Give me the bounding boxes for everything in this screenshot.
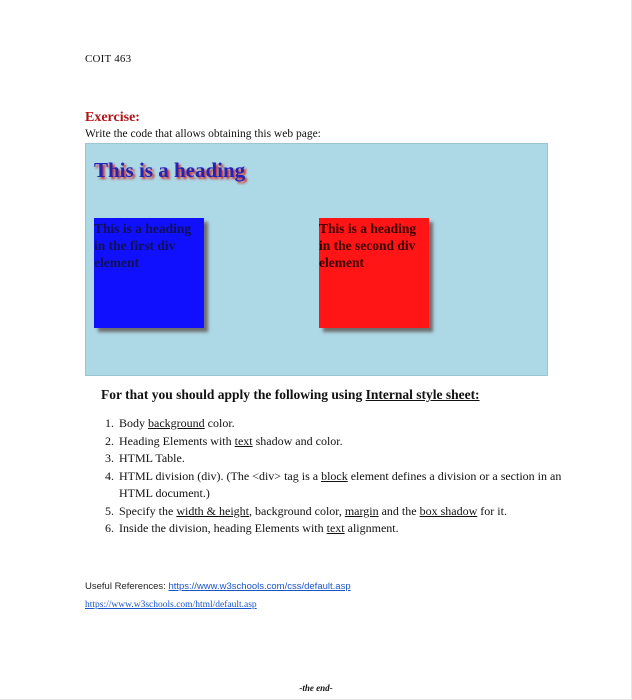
references-label: Useful References: xyxy=(85,581,169,592)
requirement-item xyxy=(117,503,577,521)
html-reference-link[interactable]: https://www.w3schools.com/html/default.asp xyxy=(85,600,257,610)
requirement-item xyxy=(117,520,577,538)
req-underlined: box shadow xyxy=(419,503,478,518)
req-text: Inside the division, heading Elements with xyxy=(119,521,327,535)
exercise-instruction: Write the code that allows obtaining this web page: xyxy=(85,128,321,140)
req-underlined: width & height xyxy=(176,503,249,518)
req-underlined: block xyxy=(321,468,348,483)
req-underlined: background xyxy=(148,416,205,430)
course-code: COIT 463 xyxy=(85,53,132,65)
requirements-list xyxy=(100,415,577,538)
req-text: shadow and color. xyxy=(252,433,343,448)
example-page-preview xyxy=(85,143,548,376)
req-underlined: margin xyxy=(344,503,379,518)
req-text: Heading Elements with xyxy=(119,433,235,448)
req-underlined: text xyxy=(234,433,253,448)
req-underlined: text xyxy=(326,521,345,535)
req-text: color. xyxy=(204,416,235,430)
req-text: HTML Table. xyxy=(119,451,185,465)
blue-div-box xyxy=(94,218,204,328)
red-div-heading: This is a heading in the second div element xyxy=(319,221,417,270)
apply-emphasis: Internal style sheet: xyxy=(365,387,480,402)
requirement-item xyxy=(117,468,577,503)
css-reference-link[interactable]: https://www.w3schools.com/css/default.asp xyxy=(168,581,351,592)
blue-div-heading: This is a heading in the first div element xyxy=(94,221,192,270)
requirement-item xyxy=(117,433,577,451)
req-text: Body xyxy=(119,416,149,430)
requirement-item xyxy=(117,450,577,468)
end-footer: -the end- xyxy=(299,683,333,693)
apply-prefix: For that you should apply the following using xyxy=(101,387,366,402)
references-line-2 xyxy=(85,600,257,610)
req-text: for it. xyxy=(477,503,507,518)
references-line xyxy=(85,581,351,592)
req-text: HTML division (div). (The <div> tag is a xyxy=(119,468,322,483)
req-text: element defines a division or a section in an HTML document.) xyxy=(119,468,562,500)
req-text: alignment. xyxy=(344,521,399,535)
red-div-box xyxy=(319,218,429,328)
exercise-title: Exercise: xyxy=(85,110,140,125)
preview-heading: This is a heading xyxy=(94,158,246,182)
req-text: and the xyxy=(378,503,420,518)
req-text: , background color, xyxy=(249,503,345,518)
requirement-item xyxy=(117,415,577,433)
req-text: Specify the xyxy=(119,503,177,518)
apply-instruction xyxy=(101,387,480,403)
